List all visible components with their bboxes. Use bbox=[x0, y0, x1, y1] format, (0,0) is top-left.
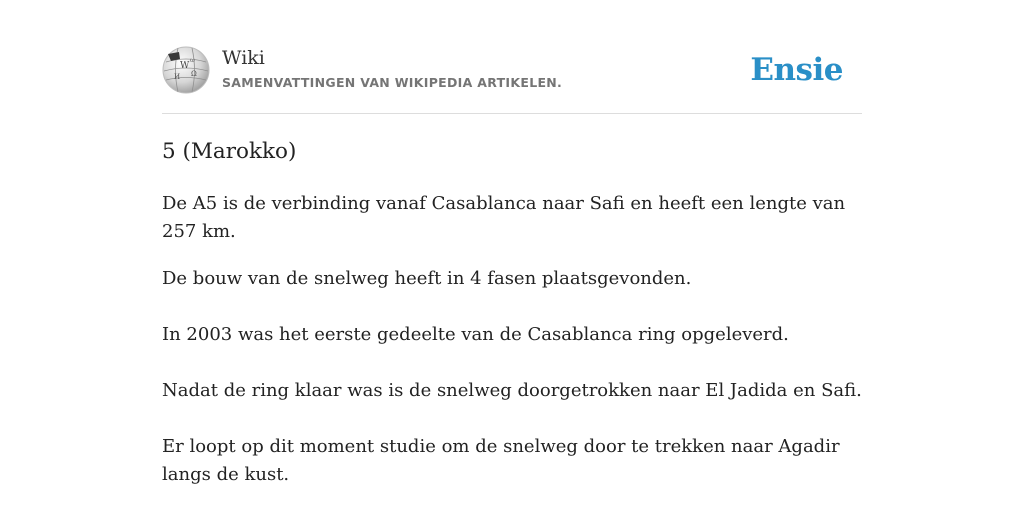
site-name[interactable]: Wiki bbox=[222, 47, 265, 69]
ensie-brand-logo[interactable]: Ensie bbox=[750, 52, 843, 88]
article-paragraph: In 2003 was het eerste gedeelte van de Casablanca ring opgeleverd. bbox=[162, 324, 789, 345]
svg-text:ω: ω bbox=[190, 57, 195, 64]
article-paragraph: De bouw van de snelweg heeft in 4 fasen plaatsgevonden. bbox=[162, 268, 692, 289]
article-paragraph: De A5 is de verbinding vanaf Casablanca naar Safi en heeft een lengte van 257 km. bbox=[162, 193, 846, 242]
header-divider bbox=[162, 113, 862, 114]
svg-text:W: W bbox=[180, 61, 190, 71]
svg-text:Ω: Ω bbox=[191, 70, 197, 78]
article-paragraph: Nadat de ring klaar was is de snelweg doorgetrokken naar El Jadida en Safi. bbox=[162, 380, 862, 401]
site-tagline: SAMENVATTINGEN VAN WIKIPEDIA ARTIKELEN. bbox=[222, 75, 563, 90]
page-title: 5 (Marokko) bbox=[162, 139, 297, 164]
site-header bbox=[162, 44, 862, 98]
svg-text:И: И bbox=[174, 73, 181, 81]
wikipedia-globe-icon[interactable] bbox=[162, 46, 210, 94]
article-body bbox=[162, 190, 862, 489]
article-paragraph: Er loopt op dit moment studie om de snelweg door te trekken naar Agadir langs de kust. bbox=[162, 436, 840, 485]
page-container bbox=[162, 0, 862, 512]
